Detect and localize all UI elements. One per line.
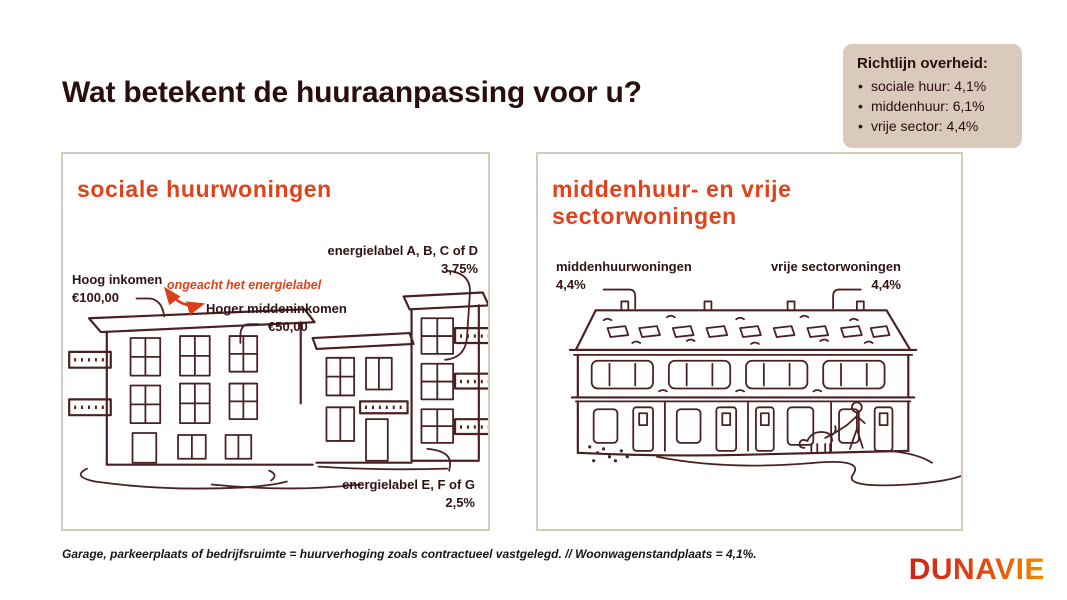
annotation-energy-efg-value: 2,5% (445, 495, 475, 511)
annotation-upper-middle-income-value: €50,00 (268, 319, 308, 335)
guideline-item-middle: • middenhuur: 6,1% (857, 96, 1010, 116)
annotation-energy-abcd-value: 3,75% (441, 261, 478, 277)
annotation-energy-abcd-label: energielabel A, B, C of D (327, 243, 478, 258)
annotation-regardless-label: ongeacht het energielabel (167, 278, 322, 292)
annotation-middenhuur-value: 4,4% (556, 277, 586, 293)
panel-heading-social: sociale huurwoningen (77, 176, 332, 202)
guideline-box-title: Richtlijn overheid: (857, 55, 988, 72)
annotation-upper-middle-income-label: Hoger middeninkomen (206, 301, 347, 316)
footer-note: Garage, parkeerplaats of bedrijfsruimte = huurverhoging zoals contractueel vastgelegd. // Woonwagenstandplaats = 4,1%. (62, 547, 757, 561)
page-title: Wat betekent de huuraanpassing voor u? (62, 76, 642, 109)
annotation-vrije-sector-value: 4,4% (871, 277, 901, 293)
apartment-building-illustration (63, 154, 488, 529)
row-houses (570, 301, 916, 455)
dunavie-logo: DUNAVIE (908, 553, 1045, 586)
annotation-middenhuur (556, 258, 692, 294)
guideline-item-social: • sociale huur: 4,1% (857, 76, 1010, 96)
annotation-middenhuur-label: middenhuurwoningen (556, 259, 692, 274)
panel-heading-middle-free: middenhuur- en vrije sectorwoningen (552, 176, 792, 229)
social-housing-panel (61, 152, 490, 531)
guideline-box (843, 44, 1022, 148)
annotation-high-income (72, 271, 162, 307)
guideline-list (857, 76, 1010, 136)
middle-free-sector-panel (536, 152, 963, 531)
annotation-energy-efg (342, 476, 475, 512)
annotation-high-income-value: €100,00 (72, 290, 119, 306)
annotation-vrije-sector-label: vrije sectorwoningen (770, 259, 901, 274)
annotation-energy-efg-label: energielabel E, F of G (342, 477, 475, 492)
annotation-vrije-sector (771, 258, 901, 294)
annotation-energy-abcd (328, 242, 479, 278)
annotation-upper-middle-income (206, 300, 347, 336)
guideline-item-free: • vrije sector: 4,4% (857, 116, 1010, 136)
annotation-high-income-label: Hoog inkomen (72, 272, 163, 287)
